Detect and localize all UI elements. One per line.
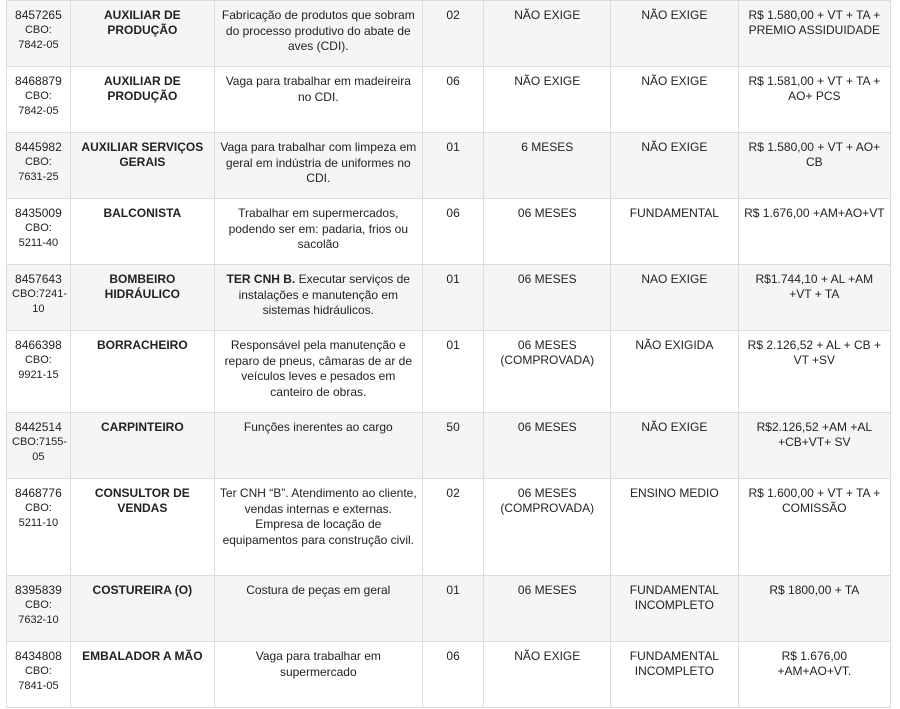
experience-required: NÃO EXIGE: [484, 1, 611, 67]
job-description: [214, 1, 422, 67]
vacancy-code: 8457265: [15, 8, 62, 22]
vacancy-code: 8466398: [15, 338, 62, 352]
job-title: AUXILIAR SERVIÇOS GERAIS: [70, 133, 214, 199]
salary-benefits: R$1.744,10 + AL +AM +VT + TA: [738, 265, 890, 331]
education-required: NÃO EXIGE: [611, 1, 739, 67]
vacancy-code-cell: [7, 642, 71, 708]
vacancy-quantity: 01: [422, 265, 484, 331]
education-required: FUNDAMENTAL: [611, 199, 739, 265]
salary-benefits: R$ 1.580,00 + VT + AO+ CB: [738, 133, 890, 199]
table-row: [7, 642, 891, 708]
cbo-code: CBO:7155-05: [12, 436, 68, 463]
table-row: [7, 1, 891, 67]
job-title: AUXILIAR DE PRODUÇÃO: [70, 1, 214, 67]
education-required: NÃO EXIGE: [611, 413, 739, 479]
vacancy-code: 8445982: [15, 140, 62, 154]
job-title: BALCONISTA: [70, 199, 214, 265]
education-required: NAO EXIGE: [611, 265, 739, 331]
job-description-text: Trabalhar em supermercados, podendo ser em: padaria, frios ou sacolão: [228, 206, 409, 251]
vacancy-quantity: 01: [422, 331, 484, 413]
salary-benefits: R$ 2.126,52 + AL + CB + VT +SV: [738, 331, 890, 413]
vacancy-quantity: 01: [422, 576, 484, 642]
salary-benefits: R$ 1.676,00 +AM+AO+VT.: [738, 642, 890, 708]
vacancy-code-cell: [7, 331, 71, 413]
job-description: [214, 265, 422, 331]
table-row: [7, 331, 891, 413]
job-description: [214, 199, 422, 265]
job-title: EMBALADOR A MÃO: [70, 642, 214, 708]
vacancy-quantity: 06: [422, 67, 484, 133]
job-description-text: Vaga para trabalhar com limpeza em geral em indústria de uniformes no CDI.: [220, 140, 417, 185]
job-description-text: Vaga para trabalhar em supermercado: [255, 649, 381, 679]
job-title: CARPINTEIRO: [70, 413, 214, 479]
education-required: ENSINO MEDIO: [611, 479, 739, 576]
salary-benefits: R$ 1.600,00 + VT + TA + COMISSÃO: [738, 479, 890, 576]
salary-benefits: R$ 1.581,00 + VT + TA + AO+ PCS: [738, 67, 890, 133]
cbo-code: CBO: 7631-25: [18, 156, 59, 183]
job-description: [214, 331, 422, 413]
vacancy-quantity: 50: [422, 413, 484, 479]
table-row: [7, 265, 891, 331]
vacancy-code-cell: [7, 67, 71, 133]
salary-benefits: R$ 1800,00 + TA: [738, 576, 890, 642]
table-row: [7, 133, 891, 199]
experience-required: 06 MESES: [484, 576, 611, 642]
cbo-code: CBO: 9921-15: [18, 354, 59, 381]
cbo-code: CBO: 7841-05: [18, 665, 59, 692]
job-description-text: Responsável pela manutenção e reparo de pneus, câmaras de ar de veículos leves e pesados em canteiro de obras.: [224, 338, 413, 399]
table-row: [7, 479, 891, 576]
experience-required: NÃO EXIGE: [484, 642, 611, 708]
job-description-text: Costura de peças em geral: [246, 583, 391, 597]
vacancy-code: 8468776: [15, 486, 62, 500]
table-row: [7, 413, 891, 479]
job-description: [214, 479, 422, 576]
experience-required: 06 MESES: [484, 413, 611, 479]
education-required: NÃO EXIGIDA: [611, 331, 739, 413]
experience-required: 06 MESES (COMPROVADA): [484, 331, 611, 413]
vacancy-code-cell: [7, 133, 71, 199]
cbo-code: CBO: 7842-05: [18, 24, 59, 51]
table-row: [7, 576, 891, 642]
job-listings-table: [6, 0, 891, 708]
education-required: FUNDAMENTAL INCOMPLETO: [611, 642, 739, 708]
vacancy-code: 8395839: [15, 583, 62, 597]
experience-required: 06 MESES: [484, 199, 611, 265]
job-description: [214, 576, 422, 642]
vacancy-code: 8434808: [15, 649, 62, 663]
vacancy-code-cell: [7, 1, 71, 67]
vacancy-quantity: 02: [422, 479, 484, 576]
table-row: [7, 199, 891, 265]
experience-required: 06 MESES: [484, 265, 611, 331]
vacancy-code-cell: [7, 265, 71, 331]
cbo-code: CBO: 7632-10: [18, 599, 59, 626]
job-description-text: Vaga para trabalhar em madeireira no CDI.: [225, 74, 411, 104]
vacancy-code: 8442514: [15, 420, 62, 434]
job-listings-body: [7, 1, 891, 708]
job-title: CONSULTOR DE VENDAS: [70, 479, 214, 576]
vacancy-code-cell: [7, 413, 71, 479]
job-title: AUXILIAR DE PRODUÇÃO: [70, 67, 214, 133]
job-title: BOMBEIRO HIDRÁULICO: [70, 265, 214, 331]
vacancy-code: 8457643: [15, 272, 62, 286]
job-description-text: Funções inerentes ao cargo: [243, 420, 393, 434]
vacancy-code: 8468879: [15, 74, 62, 88]
vacancy-quantity: 01: [422, 133, 484, 199]
salary-benefits: R$ 1.580,00 + VT + TA + PREMIO ASSIDUIDADE: [738, 1, 890, 67]
experience-required: NÃO EXIGE: [484, 67, 611, 133]
job-description-bold: TER CNH B.: [226, 272, 296, 286]
vacancy-code-cell: [7, 576, 71, 642]
job-description: [214, 133, 422, 199]
job-description-text: Executar serviços de instalações e manutenção em sistemas hidráulicos.: [238, 272, 410, 317]
vacancy-code-cell: [7, 199, 71, 265]
job-title: COSTUREIRA (O): [70, 576, 214, 642]
vacancy-quantity: 02: [422, 1, 484, 67]
job-description: [214, 642, 422, 708]
job-description-text: Ter CNH “B”. Atendimento ao cliente, vendas internas e externas. Empresa de locação de equipamentos para construção civil.: [219, 486, 417, 547]
education-required: FUNDAMENTAL INCOMPLETO: [611, 576, 739, 642]
cbo-code: CBO: 7842-05: [18, 90, 59, 117]
table-row: [7, 67, 891, 133]
vacancy-code: 8435009: [15, 206, 62, 220]
job-title: BORRACHEIRO: [70, 331, 214, 413]
vacancy-code-cell: [7, 479, 71, 576]
experience-required: 6 MESES: [484, 133, 611, 199]
salary-benefits: R$2.126,52 +AM +AL +CB+VT+ SV: [738, 413, 890, 479]
job-description: [214, 413, 422, 479]
vacancy-quantity: 06: [422, 199, 484, 265]
education-required: NÃO EXIGE: [611, 67, 739, 133]
experience-required: 06 MESES (COMPROVADA): [484, 479, 611, 576]
cbo-code: CBO: 5211-40: [18, 222, 59, 249]
vacancy-quantity: 06: [422, 642, 484, 708]
job-description-text: Fabricação de produtos que sobram do processo produtivo do abate de aves (CDI).: [221, 8, 415, 53]
cbo-code: CBO:7241-10: [12, 288, 68, 315]
job-description: [214, 67, 422, 133]
cbo-code: CBO: 5211-10: [18, 502, 59, 529]
education-required: NÃO EXIGE: [611, 133, 739, 199]
salary-benefits: R$ 1.676,00 +AM+AO+VT: [738, 199, 890, 265]
